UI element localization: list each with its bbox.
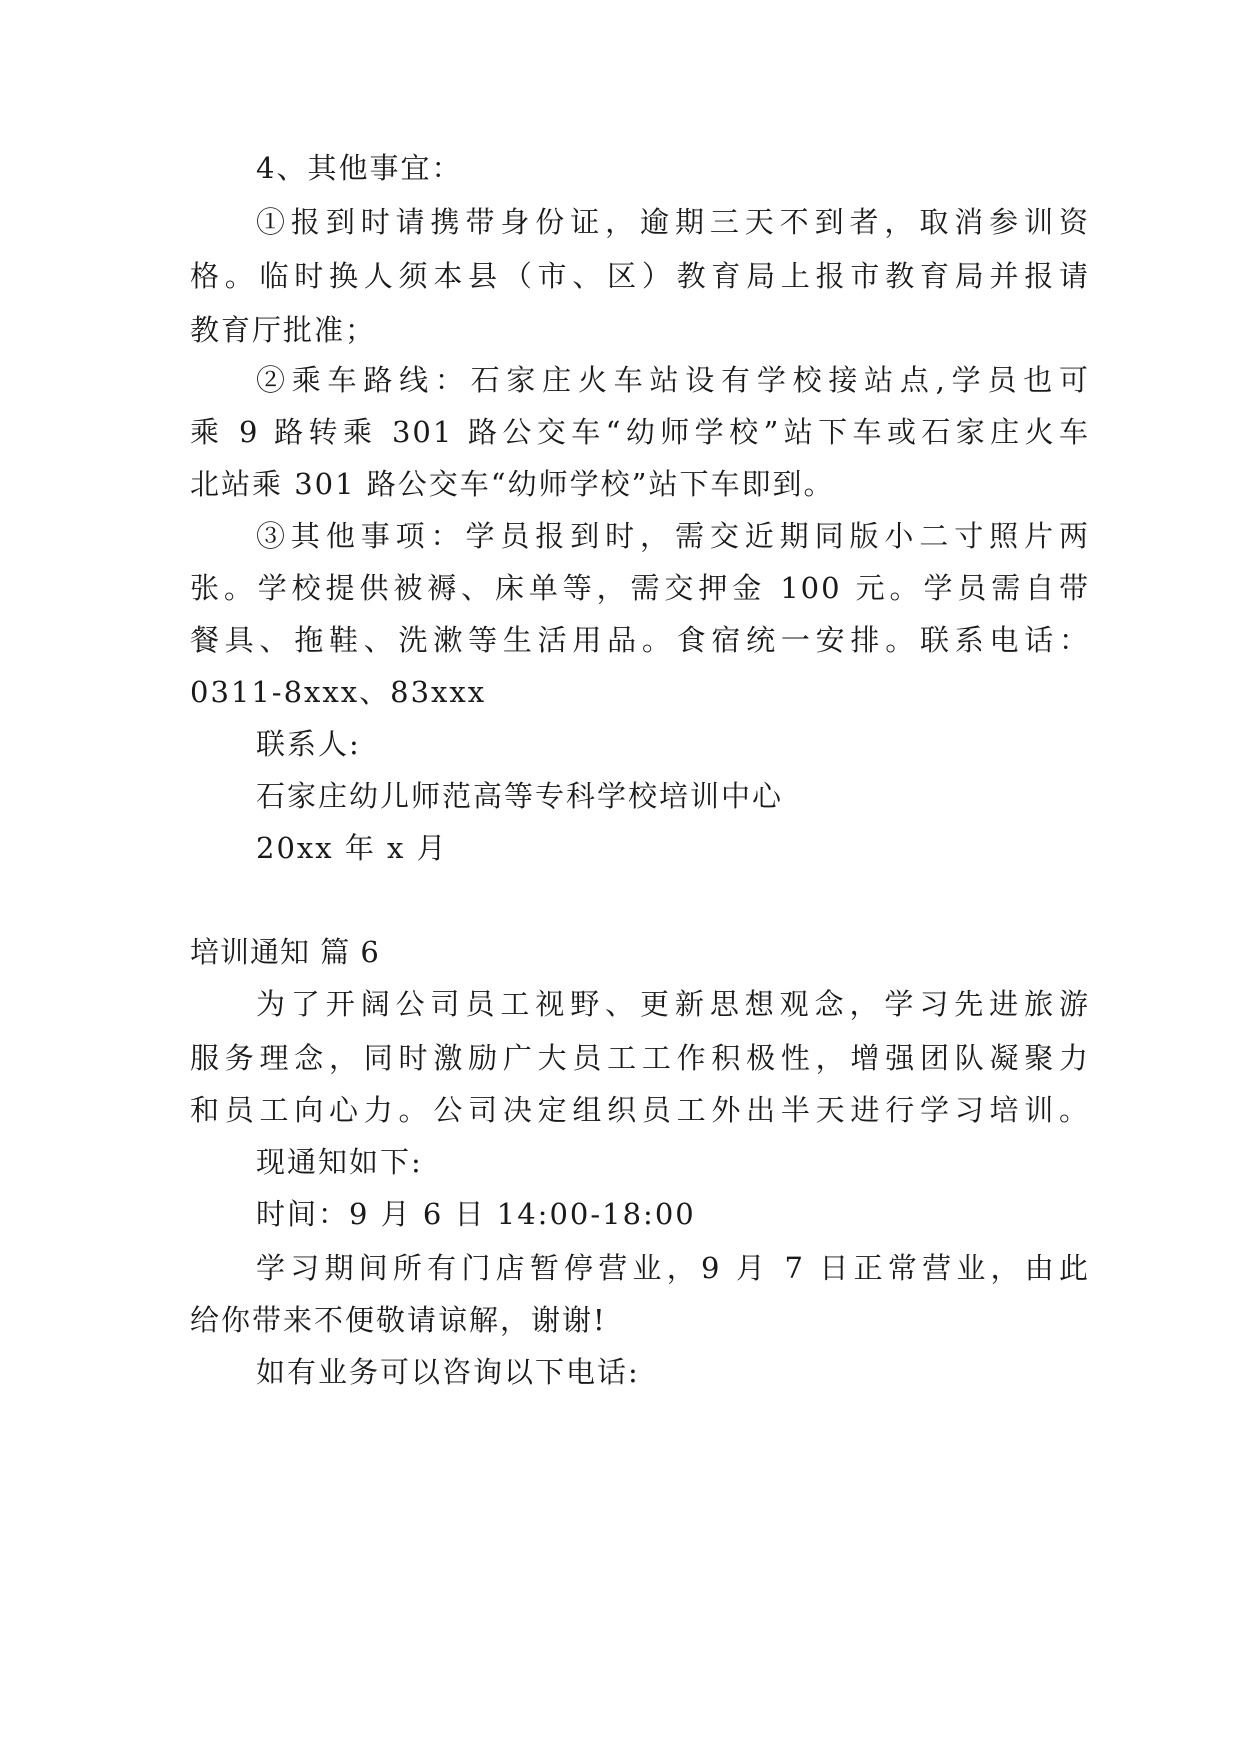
- item1-line-1: ①报到时请携带身份证，逾期三天不到者，取消参训资: [256, 205, 1090, 239]
- training-time: 时间：9 月 6 日 14:00-18:00: [256, 1197, 696, 1231]
- closure-line-2: 给你带来不便敬请谅解，谢谢!: [190, 1303, 607, 1337]
- item2-line-1: ②乘车路线：石家庄火车站设有学校接站点,学员也可: [256, 363, 1090, 397]
- notice-label: 现通知如下:: [256, 1145, 423, 1179]
- notice-date: 20xx 年 x 月: [256, 831, 448, 865]
- intro-line-1: 为了开阔公司员工视野、更新思想观念，学习先进旅游: [256, 987, 1090, 1021]
- organization-name: 石家庄幼儿师范高等专科学校培训中心: [256, 779, 784, 813]
- closure-line-1: 学习期间所有门店暂停营业，9 月 7 日正常营业，由此: [256, 1251, 1090, 1285]
- contact-label: 联系人:: [256, 727, 361, 761]
- inquiry-text: 如有业务可以咨询以下电话:: [256, 1355, 640, 1389]
- item4-title: 4、其他事宜：: [256, 151, 463, 185]
- item1-line-3: 教育厅批准；: [190, 313, 377, 347]
- intro-line-2: 服务理念，同时激励广大员工工作积极性，增强团队凝聚力: [190, 1041, 1090, 1075]
- item3-line-1: ③其他事项：学员报到时，需交近期同版小二寸照片两: [256, 519, 1090, 553]
- item3-line-4: 0311-8xxx、83xxx: [190, 675, 487, 709]
- item3-line-3: 餐具、拖鞋、洗漱等生活用品。食宿统一安排。联系电话：: [190, 623, 1090, 657]
- section-6-title: 培训通知 篇 6: [190, 935, 380, 969]
- item2-line-2: 乘 9 路转乘 301 路公交车“幼师学校”站下车或石家庄火车: [190, 415, 1090, 449]
- item2-line-3: 北站乘 301 路公交车“幼师学校”站下车即到。: [190, 467, 835, 501]
- item1-line-2: 格。临时换人须本县（市、区）教育局上报市教育局并报请: [190, 259, 1090, 293]
- intro-line-3: 和员工向心力。公司决定组织员工外出半天进行学习培训。: [190, 1093, 1090, 1127]
- item3-line-2: 张。学校提供被褥、床单等，需交押金 100 元。学员需自带: [190, 571, 1090, 605]
